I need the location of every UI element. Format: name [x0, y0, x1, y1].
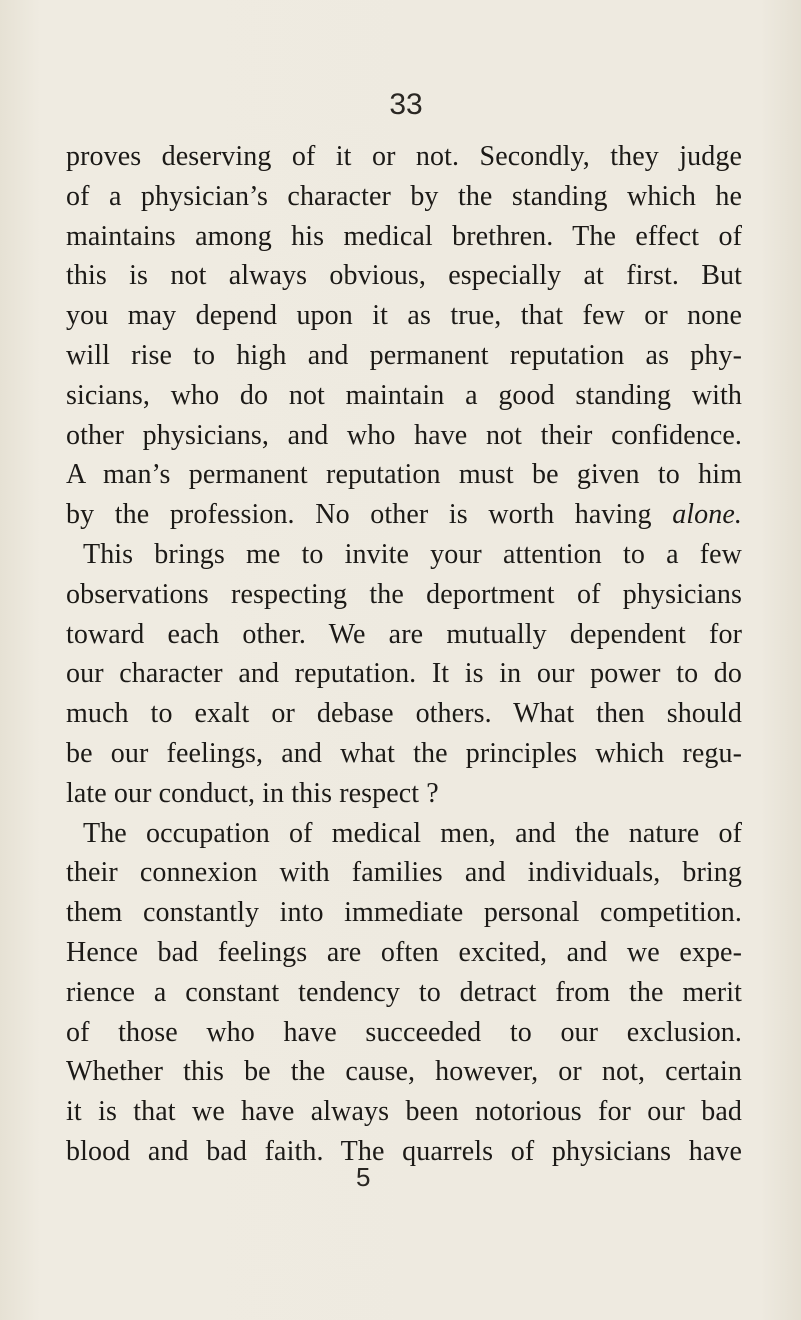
text-line: maintains among his medical brethren. The effect of	[66, 220, 742, 252]
emphasized-word: alone.	[672, 499, 742, 531]
text-line: observations respecting the deportment of physicians	[66, 578, 742, 610]
text-line: other physicians, and who have not their confidence.	[66, 419, 742, 451]
text-line: late our conduct, in this respect ?	[66, 777, 439, 809]
text-line	[66, 495, 742, 535]
text-line: sicians, who do not maintain a good standing with	[66, 379, 742, 411]
text-line: blood and bad faith. The quarrels of physicians have	[66, 1135, 742, 1167]
page-number: 33	[389, 88, 423, 121]
text-line: This brings me to invite your attention to a few	[83, 538, 742, 570]
text-line: much to exalt or debase others. What then should	[66, 698, 742, 730]
text-line: Whether this be the cause, however, or not, certain	[66, 1056, 742, 1088]
text-line: Hence bad feelings are often excited, and we expe-	[66, 936, 742, 968]
text-line: of those who have succeeded to our exclusion.	[66, 1016, 742, 1048]
text-line: their connexion with families and individuals, bring	[66, 857, 742, 889]
text-line: this is not always obvious, especially at first. But	[66, 260, 742, 292]
text-line: rience a constant tendency to detract from the merit	[66, 976, 742, 1008]
text-line: you may depend upon it as true, that few or none	[66, 300, 742, 332]
text-line: will rise to high and permanent reputation as phy-	[66, 339, 742, 371]
body-text	[66, 137, 742, 1172]
text-line: our character and reputation. It is in our power to do	[66, 658, 742, 690]
text-line: of a physician’s character by the standing which he	[66, 180, 742, 212]
text-line: The occupation of medical men, and the nature of	[83, 817, 742, 849]
text-line: toward each other. We are mutually dependent for	[66, 618, 742, 650]
text-line: proves deserving of it or not. Secondly, they judge	[66, 141, 742, 172]
text-line: be our feelings, and what the principles which regu-	[66, 737, 742, 769]
text-line: it is that we have always been notorious for our bad	[66, 1096, 742, 1128]
text-line: A man’s permanent reputation must be given to him	[66, 459, 742, 491]
signature-mark: 5	[356, 1162, 371, 1192]
text-line: them constantly into immediate personal competition.	[66, 897, 742, 929]
text-line-part: by the profession. No other is worth having	[66, 499, 673, 531]
